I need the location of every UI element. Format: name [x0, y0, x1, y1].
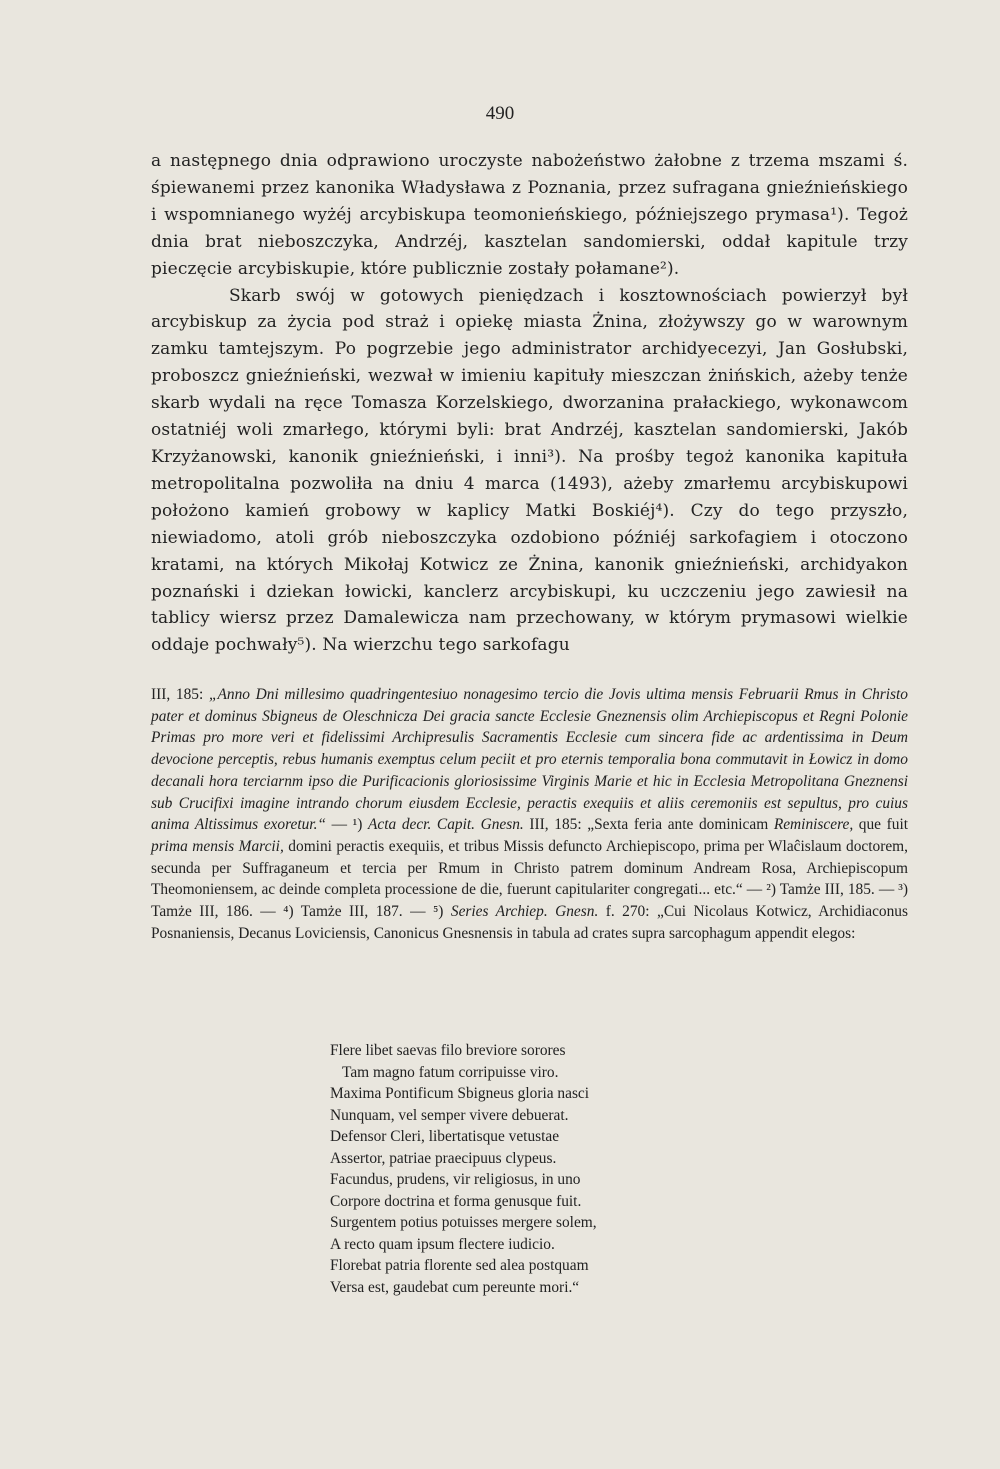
footnote-separator: — ¹) — [326, 816, 368, 834]
poem — [330, 1040, 597, 1298]
poem-line: Surgentem potius potuisses mergere solem, — [330, 1214, 597, 1231]
poem-line: Maxima Pontificum Sbigneus gloria nasci — [330, 1085, 590, 1102]
footnote-ref: III, 185: — [151, 686, 209, 703]
poem-line: Versa est, gaudebat cum pereunte mori.“ — [330, 1278, 580, 1296]
footnote-text: III, 185: „Sexta feria ante dominicam — [523, 816, 774, 834]
poem-line: Corpore doctrina et forma genusque fuit. — [330, 1192, 582, 1210]
poem-line: A recto quam ipsum flectere iudicio. — [330, 1235, 555, 1253]
footnote-text: f. 270: „Cui Nicolaus Kotwicz, Archidiaconus Posnaniensis, Decanus Loviciensis, Canonicus Gnesnensis in tabula ad crates supra sarcophagum appendit elegos: — [151, 903, 908, 942]
paragraph: Skarb swój w gotowych pieniędzach i kosztownościach powierzył był arcybiskup za życia pod straż i opiekę miasta Żnina, złożywszy go w warownym zamku tamtejszym. Po pogrzebie jego administrator archidyecezyi, Jan Gosłubski, proboszcz gnieźnieński, wezwał w imieniu kapituły mieszczan żnińskich, ażeby tenże skarb wydali na ręce Tomasza Korzelskiego, dworzanina prałackiego, wykonawcom ostatniéj woli zmarłego, którymi byli: brat Andrzéj, kasztelan sandomierski, Jakób Krzyżanowski, kanonik gnieźnieński, i inni³). Na prośby tegoż kanonika kapituła metropolitalna pozwoliła na dniu 4 marca (1493), ażeby zmarłemu arcybiskupowi położono kamień grobowy w kaplicy Matki Boskiéj⁴). Czy do tego przyszło, niewiadomo, atoli grób nieboszczyka ozdobiono późniéj sarkofagiem i otoczono kratami, na których Mikołaj Kotwicz ze Żnina, kanonik gnieźnieński, archidyakon poznański i dziekan łowicki, kanclerz arcybiskupi, ku uczczeniu jego zawiesił na tablicy wiersz przez Damalewicza nam przechowany, w którym prymasowi wielkie oddaje pochwały⁵). Na wierzchu tego sarkofagu — [151, 285, 908, 656]
footnote-quote: „Anno Dni millesimo quadringentesiuo nonagesimo tercio die Jovis ultima mensis Februarii Rmus in Christo pater et dominus Sbigneus de Oleschnicza Dei gracia sancte Ecclesie Gneznensis olim Archiepiscopus et Regni Polonie Primas pro more veri et fidelissimi Archipresulis Sacramentis Ecclesie cum sincera fide ac ardentissima in Deum devocione perceptis, rebus humanis exemptus celum peciit et pro eternis temporalia bona commutavit in Łowicz in domo decanali hora terciarnm ipso die Purificacionis gloriosissime Virginis Marie et hic in Ecclesia Metropolitana Gneznensi sub Crucifixi imagine intrando chorum eiusdem Ecclesie, peractis exequiis et aliis ceremoniis est sepultus, pro cuius anima Altissimus exoretur.“ — [151, 686, 908, 834]
page-number: 490 — [485, 103, 515, 124]
paragraph: a następnego dnia odprawiono uroczyste nabożeństwo żałobne z trzema mszami ś. śpiewanemi przez kanonika Władysława z Poznania, przez sufragana gnieźnieńskiego i wspomnianego wyżéj arcybiskupa teomonieńskiego, późniejszego prymasa¹). Tegoż dnia brat nieboszczyka, Andrzéj, kasztelan sandomierski, oddał kapitule trzy pieczęcie arcybiskupie, które publicznie zostały połamane²). — [151, 151, 908, 279]
poem-line: Defensor Cleri, libertatisque vetustae — [330, 1128, 560, 1145]
poem-line: Tam magno fatum corripuisse viro. — [342, 1063, 559, 1081]
footnote-text: domini peractis exequiis, et tribus Missis defuncto Archiepiscopo, prima per Wlaĉislaum doctorem, secunda per Suffraganeum et tercia per Rmum in Christo patrem dominum Andream Rosa, Archiepiscopum Theomoniensem, ac deinde completa processione de die, fuerunt capitulariter congregati... etc.“ — ²) Tamże III, 185. — ³) Tamże III, 186. — ⁴) Tamże III, 187. — ⁵) — [151, 837, 908, 921]
footnote-block — [151, 684, 908, 944]
footnote-source: Series Archiep. Gnesn. — [450, 903, 599, 921]
footnotes — [151, 684, 908, 944]
footnote-text: que fuit — [853, 816, 909, 834]
poem-line: Florebat patria florente sed alea postquam — [330, 1257, 589, 1274]
poem-line: Facundus, prudens, vir religiosus, in uno — [330, 1171, 581, 1188]
poem-line: Flere libet saevas filo breviore sorores — [330, 1042, 566, 1059]
main-text — [151, 148, 908, 659]
footnote-source: Acta decr. Capit. Gnesn. — [368, 816, 524, 834]
poem-line: Assertor, patriae praecipuus clypeus. — [330, 1149, 557, 1167]
footnote-italic: Reminiscere, — [773, 816, 854, 834]
footnote-italic: prima mensis Marcii, — [151, 837, 284, 855]
poem-line: Nunquam, vel semper vivere debuerat. — [330, 1106, 569, 1124]
